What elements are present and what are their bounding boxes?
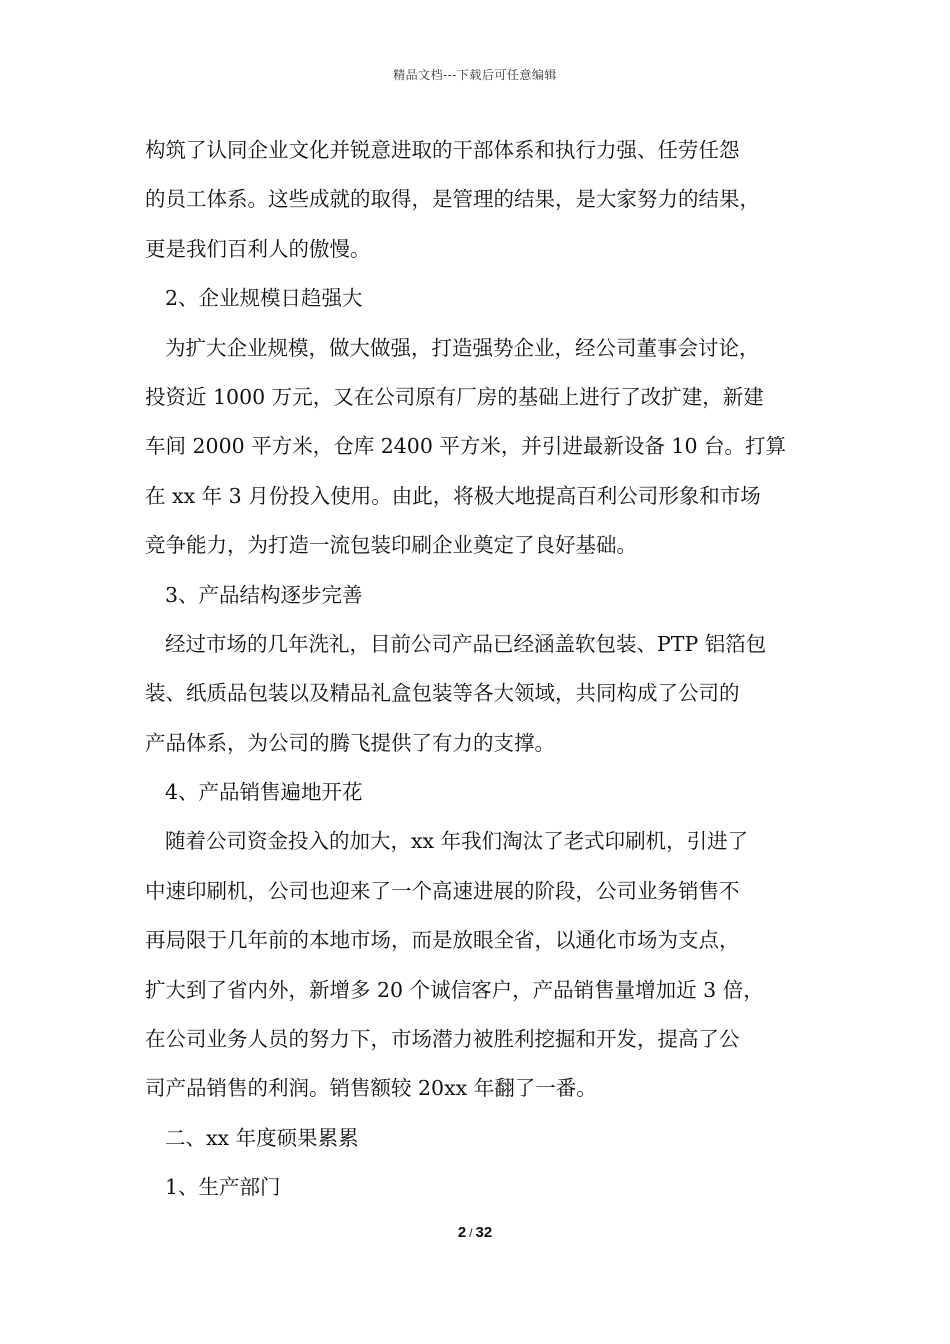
text-line: 投资近 1000 万元，又在公司原有厂房的基础上进行了改扩建，新建 — [145, 384, 764, 409]
text-line: 装、纸质品包装以及精品礼盒包装等各大领域，共同构成了公司的 — [145, 681, 740, 706]
text-line: 构筑了认同企业文化并锐意进取的干部体系和执行力强、任劳任怨 — [145, 138, 740, 162]
page-header: 精品文档---下载后可任意编辑 — [393, 68, 557, 82]
text-line: 二、xx 年度硕果累累 — [165, 1125, 359, 1150]
text-line: 扩大到了省内外，新增多 20 个诚信客户，产品销售量增加近 3 倍， — [145, 977, 764, 1002]
text-line: 司产品销售的利润。销售额较 20xx 年翻了一番。 — [145, 1076, 597, 1101]
text-line: 更是我们百利人的傲慢。 — [145, 236, 371, 261]
text-line: 产品体系，为公司的腾飞提供了有力的支撑。 — [145, 730, 555, 755]
text-line: 1、生产部门 — [165, 1175, 281, 1200]
text-line: 车间 2000 平方米，仓库 2400 平方米，并引进最新设备 10 台。打算 — [145, 434, 787, 459]
text-line: 再局限于几年前的本地市场，而是放眼全省，以通化市场为支点， — [145, 928, 740, 953]
text-line: 在 xx 年 3 月份投入使用。由此，将极大地提高百利公司形象和市场 — [145, 483, 761, 508]
total-page-count: 32 — [475, 1224, 493, 1241]
page-separator: / — [469, 1226, 473, 1240]
text-line: 为扩大企业规模，做大做强，打造强势企业，经公司董事会讨论， — [165, 335, 760, 360]
text-line: 4、产品销售遍地开花 — [165, 780, 363, 805]
text-line: 经过市场的几年洗礼，目前公司产品已经涵盖软包装、PTP 铝箔包 — [165, 631, 767, 656]
document-body — [145, 126, 835, 1213]
text-line: 的员工体系。这些成就的取得，是管理的结果，是大家努力的结果， — [145, 187, 760, 212]
text-line: 3、产品结构逐步完善 — [165, 582, 363, 607]
text-line: 竞争能力，为打造一流包装印刷企业奠定了良好基础。 — [145, 533, 637, 558]
text-line: 随着公司资金投入的加大，xx 年我们淘汰了老式印刷机，引进了 — [165, 829, 749, 854]
current-page-number: 2 — [457, 1224, 467, 1241]
text-line: 在公司业务人员的努力下，市场潜力被胜利挖掘和开发，提高了公 — [145, 1027, 740, 1052]
page-number — [0, 1224, 950, 1241]
text-line: 2、企业规模日趋强大 — [165, 286, 363, 311]
text-line: 中速印刷机，公司也迎来了一个高速进展的阶段，公司业务销售不 — [145, 878, 740, 903]
